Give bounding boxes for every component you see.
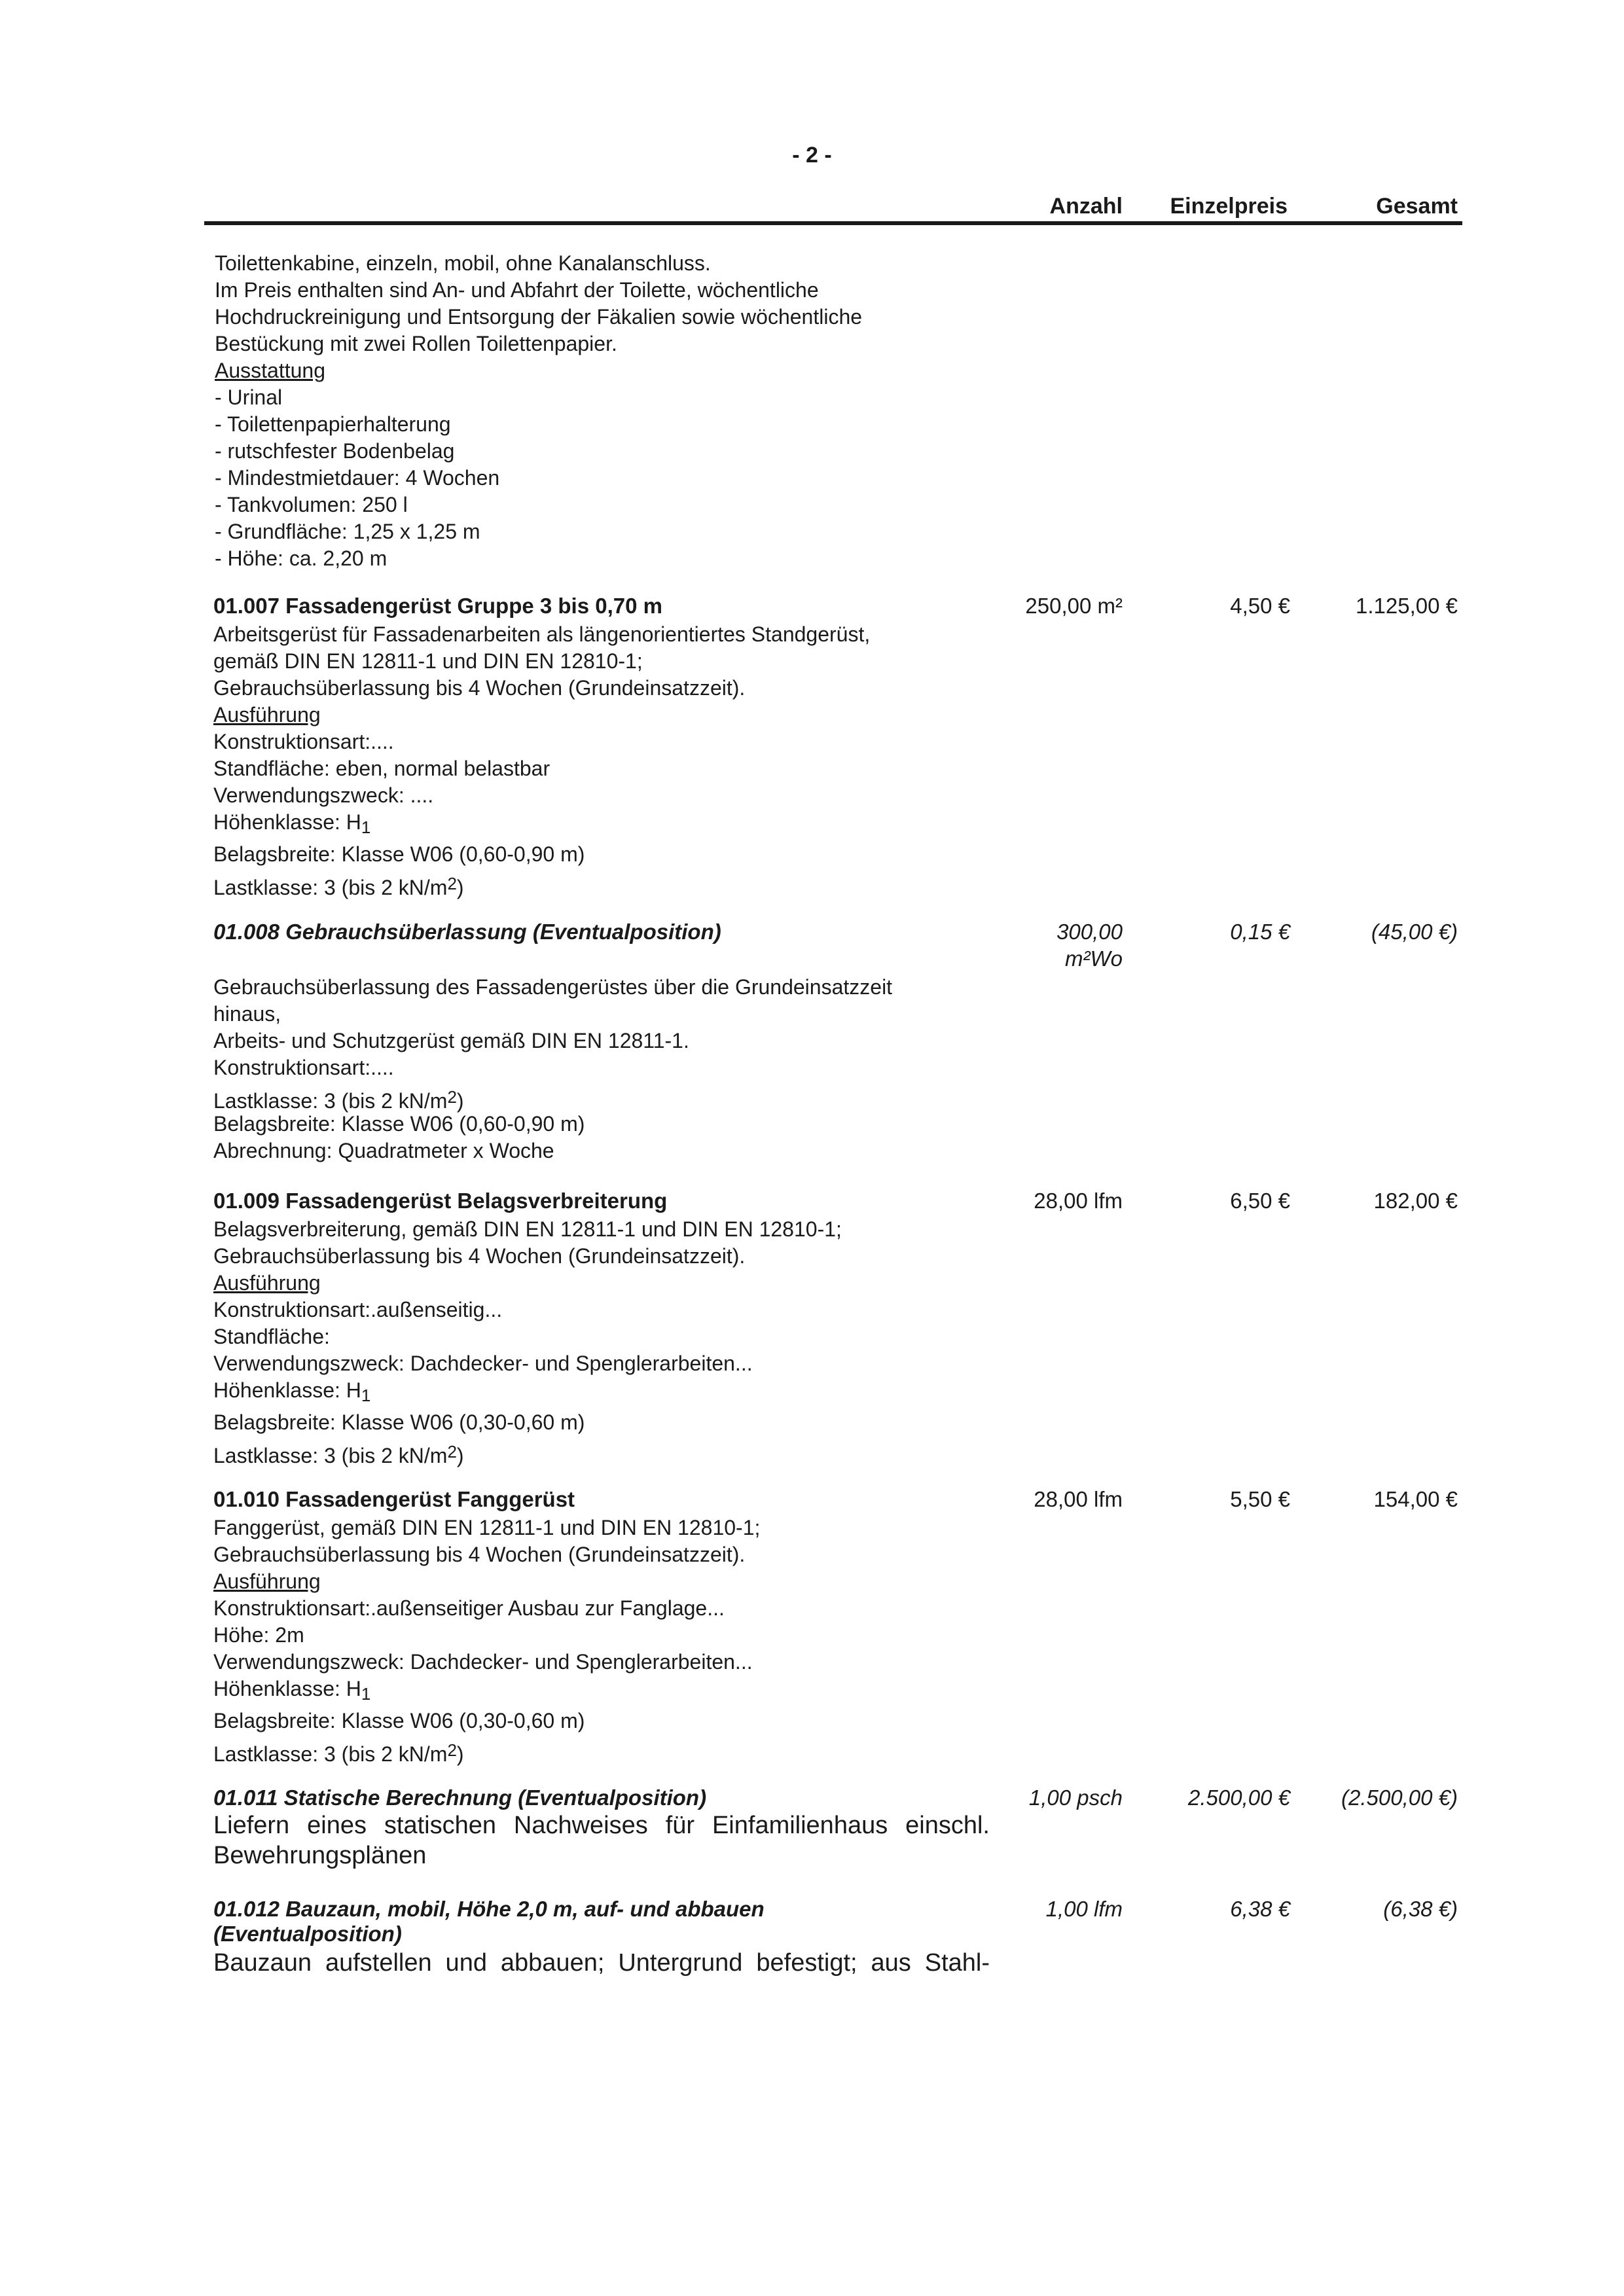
page-number: - 2 - bbox=[792, 143, 832, 168]
column-header-gesamt: Gesamt bbox=[1376, 194, 1458, 219]
text-line: Gebrauchsüberlassung bis 4 Wochen (Grundeinsatzzeit). bbox=[213, 1543, 746, 1566]
anzahl-value: 1,00 psch bbox=[1028, 1785, 1123, 1810]
detail-line: Konstruktionsart:.... bbox=[213, 730, 394, 753]
text-line: Bestückung mit zwei Rollen Toilettenpapier. bbox=[215, 332, 617, 355]
ausfuehrung-label: Ausführung bbox=[213, 1570, 321, 1593]
anzahl-value: 28,00 lfm bbox=[1034, 1189, 1123, 1213]
text-line: Bauzaun aufstellen und abbauen; Untergrund befestigt; aus Stahl- bbox=[213, 1949, 990, 1977]
gesamt-value: (2.500,00 €) bbox=[1341, 1785, 1458, 1810]
ausfuehrung-label: Ausführung bbox=[213, 703, 321, 726]
text-line: hinaus, bbox=[213, 1002, 281, 1026]
gesamt-value: 154,00 € bbox=[1373, 1487, 1458, 1511]
position-title: 01.007 Fassadengerüst Gruppe 3 bis 0,70 m bbox=[213, 594, 662, 618]
position-title: 01.010 Fassadengerüst Fanggerüst bbox=[213, 1487, 575, 1511]
einzelpreis-value: 5,50 € bbox=[1230, 1487, 1290, 1511]
column-header-anzahl: Anzahl bbox=[1049, 194, 1123, 219]
detail-line: Verwendungszweck: Dachdecker- und Spenglerarbeiten... bbox=[213, 1352, 753, 1375]
list-item: - Toilettenpapierhalterung bbox=[215, 412, 451, 436]
detail-line: Belagsbreite: Klasse W06 (0,60-0,90 m) bbox=[213, 842, 585, 866]
anzahl-value: 1,00 lfm bbox=[1045, 1897, 1123, 1921]
detail-line: Belagsbreite: Klasse W06 (0,30-0,60 m) bbox=[213, 1709, 585, 1732]
einzelpreis-value: 4,50 € bbox=[1230, 594, 1290, 618]
anzahl-value: 28,00 lfm bbox=[1034, 1487, 1123, 1511]
gesamt-value: (6,38 €) bbox=[1383, 1897, 1458, 1921]
text-line: Toilettenkabine, einzeln, mobil, ohne Kanalanschluss. bbox=[215, 251, 711, 275]
text-line: Belagsbreite: Klasse W06 (0,60-0,90 m) bbox=[213, 1112, 585, 1136]
hoehenklasse-line: Höhenklasse: $H_1$ bbox=[213, 1677, 371, 1704]
lastklasse-line: Lastklasse: 3 (bis 2 $kN/m^2$) bbox=[213, 1740, 464, 1766]
einzelpreis-value: 2.500,00 € bbox=[1188, 1785, 1290, 1810]
detail-line: Konstruktionsart:.außenseitig... bbox=[213, 1298, 503, 1321]
position-title: 01.008 Gebrauchsüberlassung (Eventualposition) bbox=[213, 920, 721, 944]
text-line: Im Preis enthalten sind An- und Abfahrt der Toilette, wöchentliche bbox=[215, 278, 819, 302]
gesamt-value: 1.125,00 € bbox=[1356, 594, 1458, 618]
text-line: Gebrauchsüberlassung des Fassadengerüstes über die Grundeinsatzzeit bbox=[213, 975, 893, 999]
text-line: Konstruktionsart:.... bbox=[213, 1056, 394, 1079]
list-item: - rutschfester Bodenbelag bbox=[215, 439, 455, 463]
list-item: - Höhe: ca. 2,20 m bbox=[215, 547, 388, 570]
einzelpreis-value: 6,50 € bbox=[1230, 1189, 1290, 1213]
detail-line: Standfläche: bbox=[213, 1325, 330, 1348]
text-line: Gebrauchsüberlassung bis 4 Wochen (Grundeinsatzzeit). bbox=[213, 676, 746, 700]
ausstattung-label: Ausstattung bbox=[215, 359, 325, 382]
hoehenklasse-line: Höhenklasse: $H_1$ bbox=[213, 1378, 371, 1405]
detail-line: Höhe: 2m bbox=[213, 1623, 304, 1647]
position-title: 01.009 Fassadengerüst Belagsverbreiterung bbox=[213, 1189, 668, 1213]
lastklasse-line: Lastklasse: 3 (bis 2 $kN/m^2$) bbox=[213, 1442, 464, 1467]
detail-line: Konstruktionsart:.außenseitiger Ausbau zur Fanglage... bbox=[213, 1596, 725, 1620]
text-line: Gebrauchsüberlassung bis 4 Wochen (Grundeinsatzzeit). bbox=[213, 1244, 746, 1268]
column-header-einzelpreis: Einzelpreis bbox=[1170, 194, 1288, 219]
lastklasse-line: Lastklasse: 3 (bis 2 $kN/m^2$) bbox=[213, 1087, 464, 1113]
position-title: 01.011 Statische Berechnung (Eventualposition) bbox=[213, 1785, 707, 1810]
lastklasse-line: Lastklasse: 3 (bis 2 $kN/m^2$) bbox=[213, 874, 464, 899]
text-line: Bewehrungsplänen bbox=[213, 1842, 427, 1869]
text-line: Hochdruckreinigung und Entsorgung der Fäkalien sowie wöchentliche bbox=[215, 305, 863, 329]
list-item: - Grundfläche: 1,25 x 1,25 m bbox=[215, 520, 480, 543]
text-line: Abrechnung: Quadratmeter x Woche bbox=[213, 1139, 554, 1162]
anzahl-value: 250,00 m² bbox=[1025, 594, 1123, 618]
detail-line: Verwendungszweck: .... bbox=[213, 783, 434, 807]
ausfuehrung-label: Ausführung bbox=[213, 1271, 321, 1295]
header-rule bbox=[204, 221, 1462, 225]
text-line: gemäß DIN EN 12811-1 und DIN EN 12810-1; bbox=[213, 649, 643, 673]
einzelpreis-value: 0,15 € bbox=[1230, 920, 1290, 944]
list-item: - Tankvolumen: 250 l bbox=[215, 493, 408, 516]
anzahl-value: 300,00 bbox=[1056, 920, 1123, 944]
position-title-continued: (Eventualposition) bbox=[213, 1922, 402, 1946]
text-line: Liefern eines statischen Nachweises für Einfamilienhaus einschl. bbox=[213, 1812, 990, 1839]
gesamt-value: (45,00 €) bbox=[1371, 920, 1458, 944]
gesamt-value: 182,00 € bbox=[1373, 1189, 1458, 1213]
einzelpreis-value: 6,38 € bbox=[1230, 1897, 1290, 1921]
text-line: Belagsverbreiterung, gemäß DIN EN 12811-1 und DIN EN 12810-1; bbox=[213, 1217, 842, 1241]
detail-line: Belagsbreite: Klasse W06 (0,30-0,60 m) bbox=[213, 1410, 585, 1434]
text-line: Arbeits- und Schutzgerüst gemäß DIN EN 12811-1. bbox=[213, 1029, 689, 1052]
detail-line: Verwendungszweck: Dachdecker- und Spenglerarbeiten... bbox=[213, 1650, 753, 1674]
anzahl-unit: m²Wo bbox=[1065, 946, 1123, 971]
list-item: - Urinal bbox=[215, 386, 283, 409]
hoehenklasse-line: Höhenklasse: $H_1$ bbox=[213, 810, 371, 837]
position-title: 01.012 Bauzaun, mobil, Höhe 2,0 m, auf- und abbauen bbox=[213, 1897, 765, 1921]
detail-line: Standfläche: eben, normal belastbar bbox=[213, 757, 550, 780]
text-line: Fanggerüst, gemäß DIN EN 12811-1 und DIN EN 12810-1; bbox=[213, 1516, 761, 1539]
list-item: - Mindestmietdauer: 4 Wochen bbox=[215, 466, 500, 490]
text-line: Arbeitsgerüst für Fassadenarbeiten als längenorientiertes Standgerüst, bbox=[213, 622, 871, 646]
